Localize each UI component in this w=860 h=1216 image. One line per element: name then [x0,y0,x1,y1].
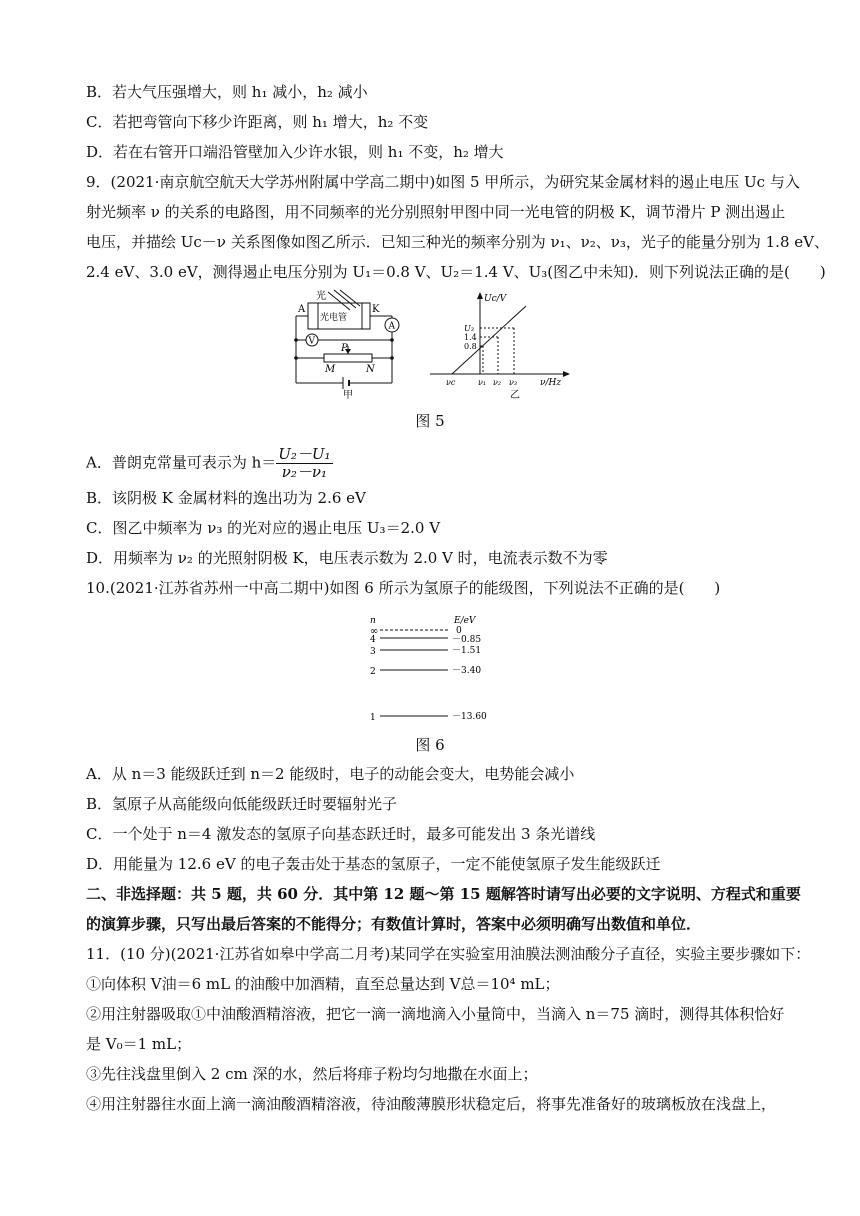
graph-ylabel: Uc/V [484,294,507,304]
q8-option-c: C．若把弯管向下移少许距离，则 h₁ 增大，h₂ 不变 [86,113,429,131]
q10-option-d: D．用能量为 12.6 eV 的电子轰击处于基态的氢原子，一定不能使氢原子发生能级跃迁 [86,855,661,873]
y-tick-0-8: 0.8 [464,342,477,351]
e-inf: 0 [456,626,462,636]
n-label: N [366,364,375,375]
section-2-heading-line1: 二、非选择题：共 5 题，共 60 分．其中第 12 题～第 15 题解答时请写出必要的文字说明、方程式和重要 [86,885,801,903]
n-3: 3 [370,647,376,657]
q9-stem-line1: 9．(2021·南京航空航天大学苏州附属中学高二期中)如图 5 甲所示，为研究某金属材料的遏止电压 Uc 与入 [86,173,800,191]
q9-option-a-prefix: A．普朗克常量可表示为 h＝ [86,453,277,472]
q10-option-b: B．氢原子从高能级向低能级跃迁时要辐射光子 [86,795,398,813]
q9-option-a [86,446,800,481]
fraction-denominator: ν₂－ν₁ [281,463,328,481]
q8-option-d: D．若在右管开口端沿管壁加入少许水银，则 h₁ 不变，h₂ 增大 [86,143,504,161]
n-inf: ∞ [370,626,379,637]
q11-step-2-line2: 是 V₀＝1 mL； [86,1035,192,1053]
q11-step-3: ③先往浅盘里倒入 2 cm 深的水，然后将痱子粉均匀地撒在水面上； [86,1065,538,1083]
ammeter-label: A [388,321,395,332]
x-tick-v3: ν₃ [509,378,518,387]
n-1: 1 [370,713,376,723]
graph-xlabel: ν/Hz [540,378,562,388]
rheostat [324,354,372,362]
q11-step-1: ①向体积 V油＝6 mL 的油酸中加酒精，直至总量达到 V总＝10⁴ mL； [86,975,560,993]
q9-stem-line4: 2.4 eV、3.0 eV，测得遏止电压分别为 U₁＝0.8 V、U₂＝1.4 V、U₃(图乙中未知)．则下列说法正确的是( ) [86,263,826,281]
e-2: －3.40 [452,666,482,676]
q8-option-b: B．若大气压强增大，则 h₁ 减小，h₂ 减小 [86,83,368,101]
e-1: －13.60 [452,712,487,722]
cathode-label: K [372,304,380,315]
y-tick-u3: U₃ [464,324,474,333]
x-tick-v1: ν₁ [478,378,487,387]
q9-stem-line2: 射光频率 ν 的关系的电路图，用不同频率的光分别照射甲图中同一光电管的阴极 K，调节滑片 P 测出遏止 [86,203,786,221]
section-2-heading-line2: 的演算步骤，只写出最后答案的不能得分；有数值计算时，答案中必须明确写出数值和单位． [86,915,702,933]
stopping-voltage-graph [428,290,578,400]
anode-label: A [298,304,306,315]
planck-fraction [276,446,332,481]
figure-6-caption: 图 6 [415,736,445,754]
e-3: －1.51 [452,646,482,656]
q10-option-c: C．一个处于 n＝4 激发态的氢原子向基态跃迁时，最多可能发出 3 条光谱线 [86,825,596,843]
n-2: 2 [370,667,376,677]
q11-stem: 11．(10 分)(2021·江苏省如皋中学高二月考)某同学在实验室用油膜法测油酸分子直径，实验主要步骤如下： [86,945,811,963]
y-tick-1-4: 1.4 [464,333,477,342]
q10-stem: 10.(2021·江苏省苏州一中高二期中)如图 6 所示为氢原子的能级图，下列说法不正确的是( ) [86,579,721,597]
phototube-label: 光电管 [320,313,348,323]
q9-option-d: D．用频率为 ν₂ 的光照射阴极 K，电压表示数为 2.0 V 时，电流表示数不为零 [86,549,608,567]
circuit-diagram [288,288,408,400]
energy-header: E/eV [454,616,476,626]
x-tick-vc: νc [446,378,456,387]
m-label: M [325,364,336,375]
q9-stem-line3: 电压，并描绘 Uc－ν 关系图像如图乙所示．已知三种光的频率分别为 ν₁、ν₂、ν₃，光子的能量分别为 1.8 eV、 [86,233,829,251]
q9-option-b: B．该阴极 K 金属材料的逸出功为 2.6 eV [86,489,366,507]
graph-caption: 乙 [510,390,520,400]
n-header: n [370,616,376,626]
energy-level-diagram [366,612,516,724]
figure-5-caption: 图 5 [415,412,445,430]
circuit-caption: 甲 [343,390,353,400]
q9-option-c: C．图乙中频率为 ν₃ 的光对应的遏止电压 U₃＝2.0 V [86,519,441,537]
q11-step-4: ④用注射器往水面上滴一滴油酸酒精溶液，待油酸薄膜形状稳定后，将事先准备好的玻璃板放在浅盘上， [86,1095,777,1113]
slider-label: P [341,343,348,354]
q11-step-2-line1: ②用注射器吸取①中油酸酒精溶液，把它一滴一滴地滴入小量筒中，当滴入 n＝75 滴时，测得其体积恰好 [86,1005,785,1023]
q10-option-a: A．从 n＝3 能级跃迁到 n＝2 能级时，电子的动能会变大，电势能会减小 [86,765,575,783]
voltmeter-label: V [308,336,315,347]
n-4: 4 [370,635,376,645]
e-4: －0.85 [452,635,482,645]
light-label: 光 [316,291,326,302]
fraction-numerator: U₂－U₁ [278,445,331,463]
x-tick-v2: ν₂ [493,378,502,387]
